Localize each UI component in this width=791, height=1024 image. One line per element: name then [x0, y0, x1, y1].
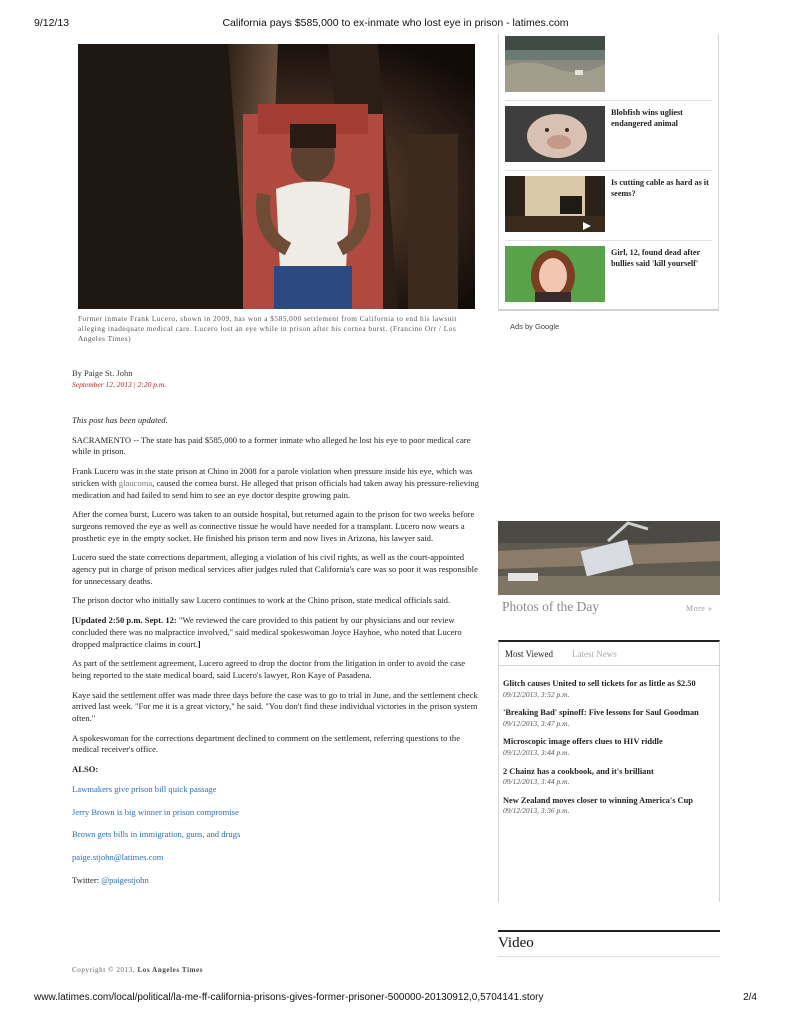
item-title[interactable]: New Zealand moves closer to winning America's Cup	[503, 795, 693, 805]
article-text: , caused the cornea burst. He alleged that prison officials had taken away his pressure-relieving medication and had failed to send him to see an eye doctor despite growing pain.	[72, 477, 479, 500]
rail-item-title[interactable]: Blobfish wins ugliest endangered animal	[611, 108, 683, 128]
item-title[interactable]: 2 Chainz has a cookbook, and it's brilliant	[503, 766, 654, 776]
author-email-item	[72, 852, 484, 864]
article-paragraph: The prison doctor who initially saw Lucero continues to work at the Chino prison, state medical officials said.	[72, 595, 451, 606]
article-body	[72, 415, 484, 894]
article-text: Frank Lucero was in the state prison at Chino in 2008 for a parole violation when pressure inside his eye, which was stricken with	[72, 466, 473, 488]
girl-thumbnail[interactable]	[505, 246, 605, 302]
author-email-link[interactable]: paige.stjohn@latimes.com	[72, 851, 164, 862]
tab-latest-news[interactable]: Latest News	[572, 649, 617, 659]
twitter-label: Twitter:	[72, 874, 102, 885]
photos-of-the-day-image[interactable]	[498, 521, 720, 595]
print-url: www.latimes.com/local/political/la-me-ff-california-prisons-gives-former-prisoner-500000-20130912,0,5704141.story	[34, 992, 544, 1003]
video-heading: Video	[498, 935, 534, 951]
most-viewed-item[interactable]	[503, 796, 715, 817]
item-title[interactable]: Glitch causes United to sell tickets for as little as $2.50	[503, 679, 696, 688]
item-time: 09/12/2013, 3:52 p.m.	[503, 689, 570, 699]
most-viewed-item[interactable]	[503, 767, 715, 788]
rail-divider	[505, 240, 712, 241]
most-viewed-item[interactable]	[503, 679, 715, 700]
updated-note: This post has been updated.	[72, 415, 168, 425]
article-text: "We reviewed the care provided to this patient by our physicians and our review concluded there was no malpractice involved," said medical spokeswoman Joyce Hayhoe, who noted that Lucero dropped malpractice claims in court.	[72, 615, 462, 649]
related-link[interactable]: Jerry Brown is big winner in prison compromise	[72, 806, 239, 817]
rail-item-flood[interactable]	[505, 36, 710, 96]
recommended-box	[498, 34, 719, 311]
item-time: 09/12/2013, 3:36 p.m.	[503, 806, 570, 816]
print-header	[34, 17, 757, 31]
most-viewed-list	[503, 679, 715, 825]
rail-item-title[interactable]: Is cutting cable as hard as it seems?	[611, 178, 709, 198]
twitter-handle-link[interactable]: @paigestjohn	[101, 874, 149, 885]
related-link-item	[72, 784, 484, 796]
update-end: ]	[197, 638, 201, 649]
lead-photo	[78, 44, 475, 309]
article-paragraph: A spokeswoman for the corrections department declined to comment on the settlement, referring questions to the medical receiver's office.	[72, 732, 461, 755]
related-link-item	[72, 807, 484, 819]
photo-caption: Former inmate Frank Lucero, shown in 2009, has won a $585,000 settlement from California to end his lawsuit alleging inadequate medical care. Lucero lost an eye while in prison after his cornea burst. (Francine Orr / Los Angeles Times)	[78, 314, 457, 343]
tab-most-viewed[interactable]: Most Viewed	[505, 649, 554, 659]
print-page-number: 2/4	[743, 992, 757, 1003]
glaucoma-link[interactable]: glaucoma	[118, 477, 153, 488]
related-link[interactable]: Lawmakers give prison bill quick passage	[72, 783, 217, 794]
flood-thumbnail[interactable]	[505, 36, 605, 92]
related-link[interactable]: Brown gets bills in immigration, guns, and drugs	[72, 829, 241, 840]
ads-by-google[interactable]: Ads by Google	[510, 322, 560, 331]
cable-thumbnail[interactable]	[505, 176, 605, 232]
article-paragraph: After the cornea burst, Lucero was taken to an outside hospital, but returned again to the prison for two weeks before surgeons removed the eye as well as connective tissue he would have needed for a transplant. Lucero now wears a prosthetic eye in the empty socket. He finished his prison term and now lives in Arizona, his lawyer said.	[72, 509, 475, 543]
copyright-owner: Los Angeles Times	[137, 966, 204, 974]
rail-item-title[interactable]: Girl, 12, found dead after bullies said 'kill yourself'	[611, 248, 701, 268]
dateline: September 12, 2013 | 2:20 p.m.	[72, 380, 167, 389]
most-viewed-box	[498, 640, 720, 902]
photos-of-the-day-title[interactable]: Photos of the Day	[502, 599, 600, 614]
also-heading: ALSO:	[72, 764, 99, 775]
video-divider	[498, 956, 720, 957]
most-viewed-tabs	[499, 642, 719, 666]
print-page-title: California pays $585,000 to ex-inmate who lost eye in prison - latimes.com	[222, 17, 569, 29]
rail-item-cable[interactable]	[505, 176, 710, 236]
print-date: 9/12/13	[34, 17, 70, 29]
item-title[interactable]: Microscopic image offers clues to HIV riddle	[503, 737, 663, 747]
most-viewed-item[interactable]	[503, 708, 715, 729]
article-paragraph: As part of the settlement agreement, Lucero agreed to drop the doctor from the litigation in order to avoid the case being reported to the state medical board, said Lucero's lawyer, Ron Kaye of Pasadena.	[72, 658, 466, 680]
copyright-text: Copyright © 2013,	[72, 966, 138, 974]
article-paragraph: Kaye said the settlement offer was made three days before the case was to go to trial in June, and the settlement check arrived last week. "For me it is a great victory," he said. "You don't find these individual victories in the prison system often."	[72, 689, 478, 724]
rail-divider	[505, 170, 712, 171]
item-time: 09/12/2013, 3:44 p.m.	[503, 777, 570, 787]
twitter-line	[72, 875, 484, 887]
rail-item-blobfish[interactable]	[505, 106, 710, 166]
update-label: [Updated 2:50 p.m. Sept. 12:	[72, 615, 177, 626]
update-paragraph	[72, 615, 484, 650]
item-time: 09/12/2013, 3:47 p.m.	[503, 718, 570, 728]
video-rule	[498, 930, 720, 932]
byline: By Paige St. John	[72, 368, 133, 378]
more-link[interactable]: More »	[686, 604, 713, 613]
related-link-item	[72, 829, 484, 841]
rail-item-girl[interactable]	[505, 246, 710, 306]
article-paragraph: Lucero sued the state corrections department, alleging a violation of his civil rights, as well as the court-appointed agency put in charge of prison medical services after judges ruled that California's care was so poor it was responsible for unnecessary deaths.	[72, 552, 478, 586]
copyright	[72, 966, 203, 974]
most-viewed-item[interactable]	[503, 737, 715, 758]
item-title[interactable]: 'Breaking Bad' spinoff: Five lessons for Saul Goodman	[503, 708, 699, 718]
item-time: 09/12/2013, 3:44 p.m.	[503, 747, 570, 757]
article-paragraph: SACRAMENTO -- The state has paid $585,000 to a former inmate who alleged he lost his eye to poor medical care while in prison.	[72, 434, 471, 457]
article-paragraph	[72, 466, 484, 501]
rail-divider	[505, 100, 712, 101]
blobfish-thumbnail[interactable]	[505, 106, 605, 162]
